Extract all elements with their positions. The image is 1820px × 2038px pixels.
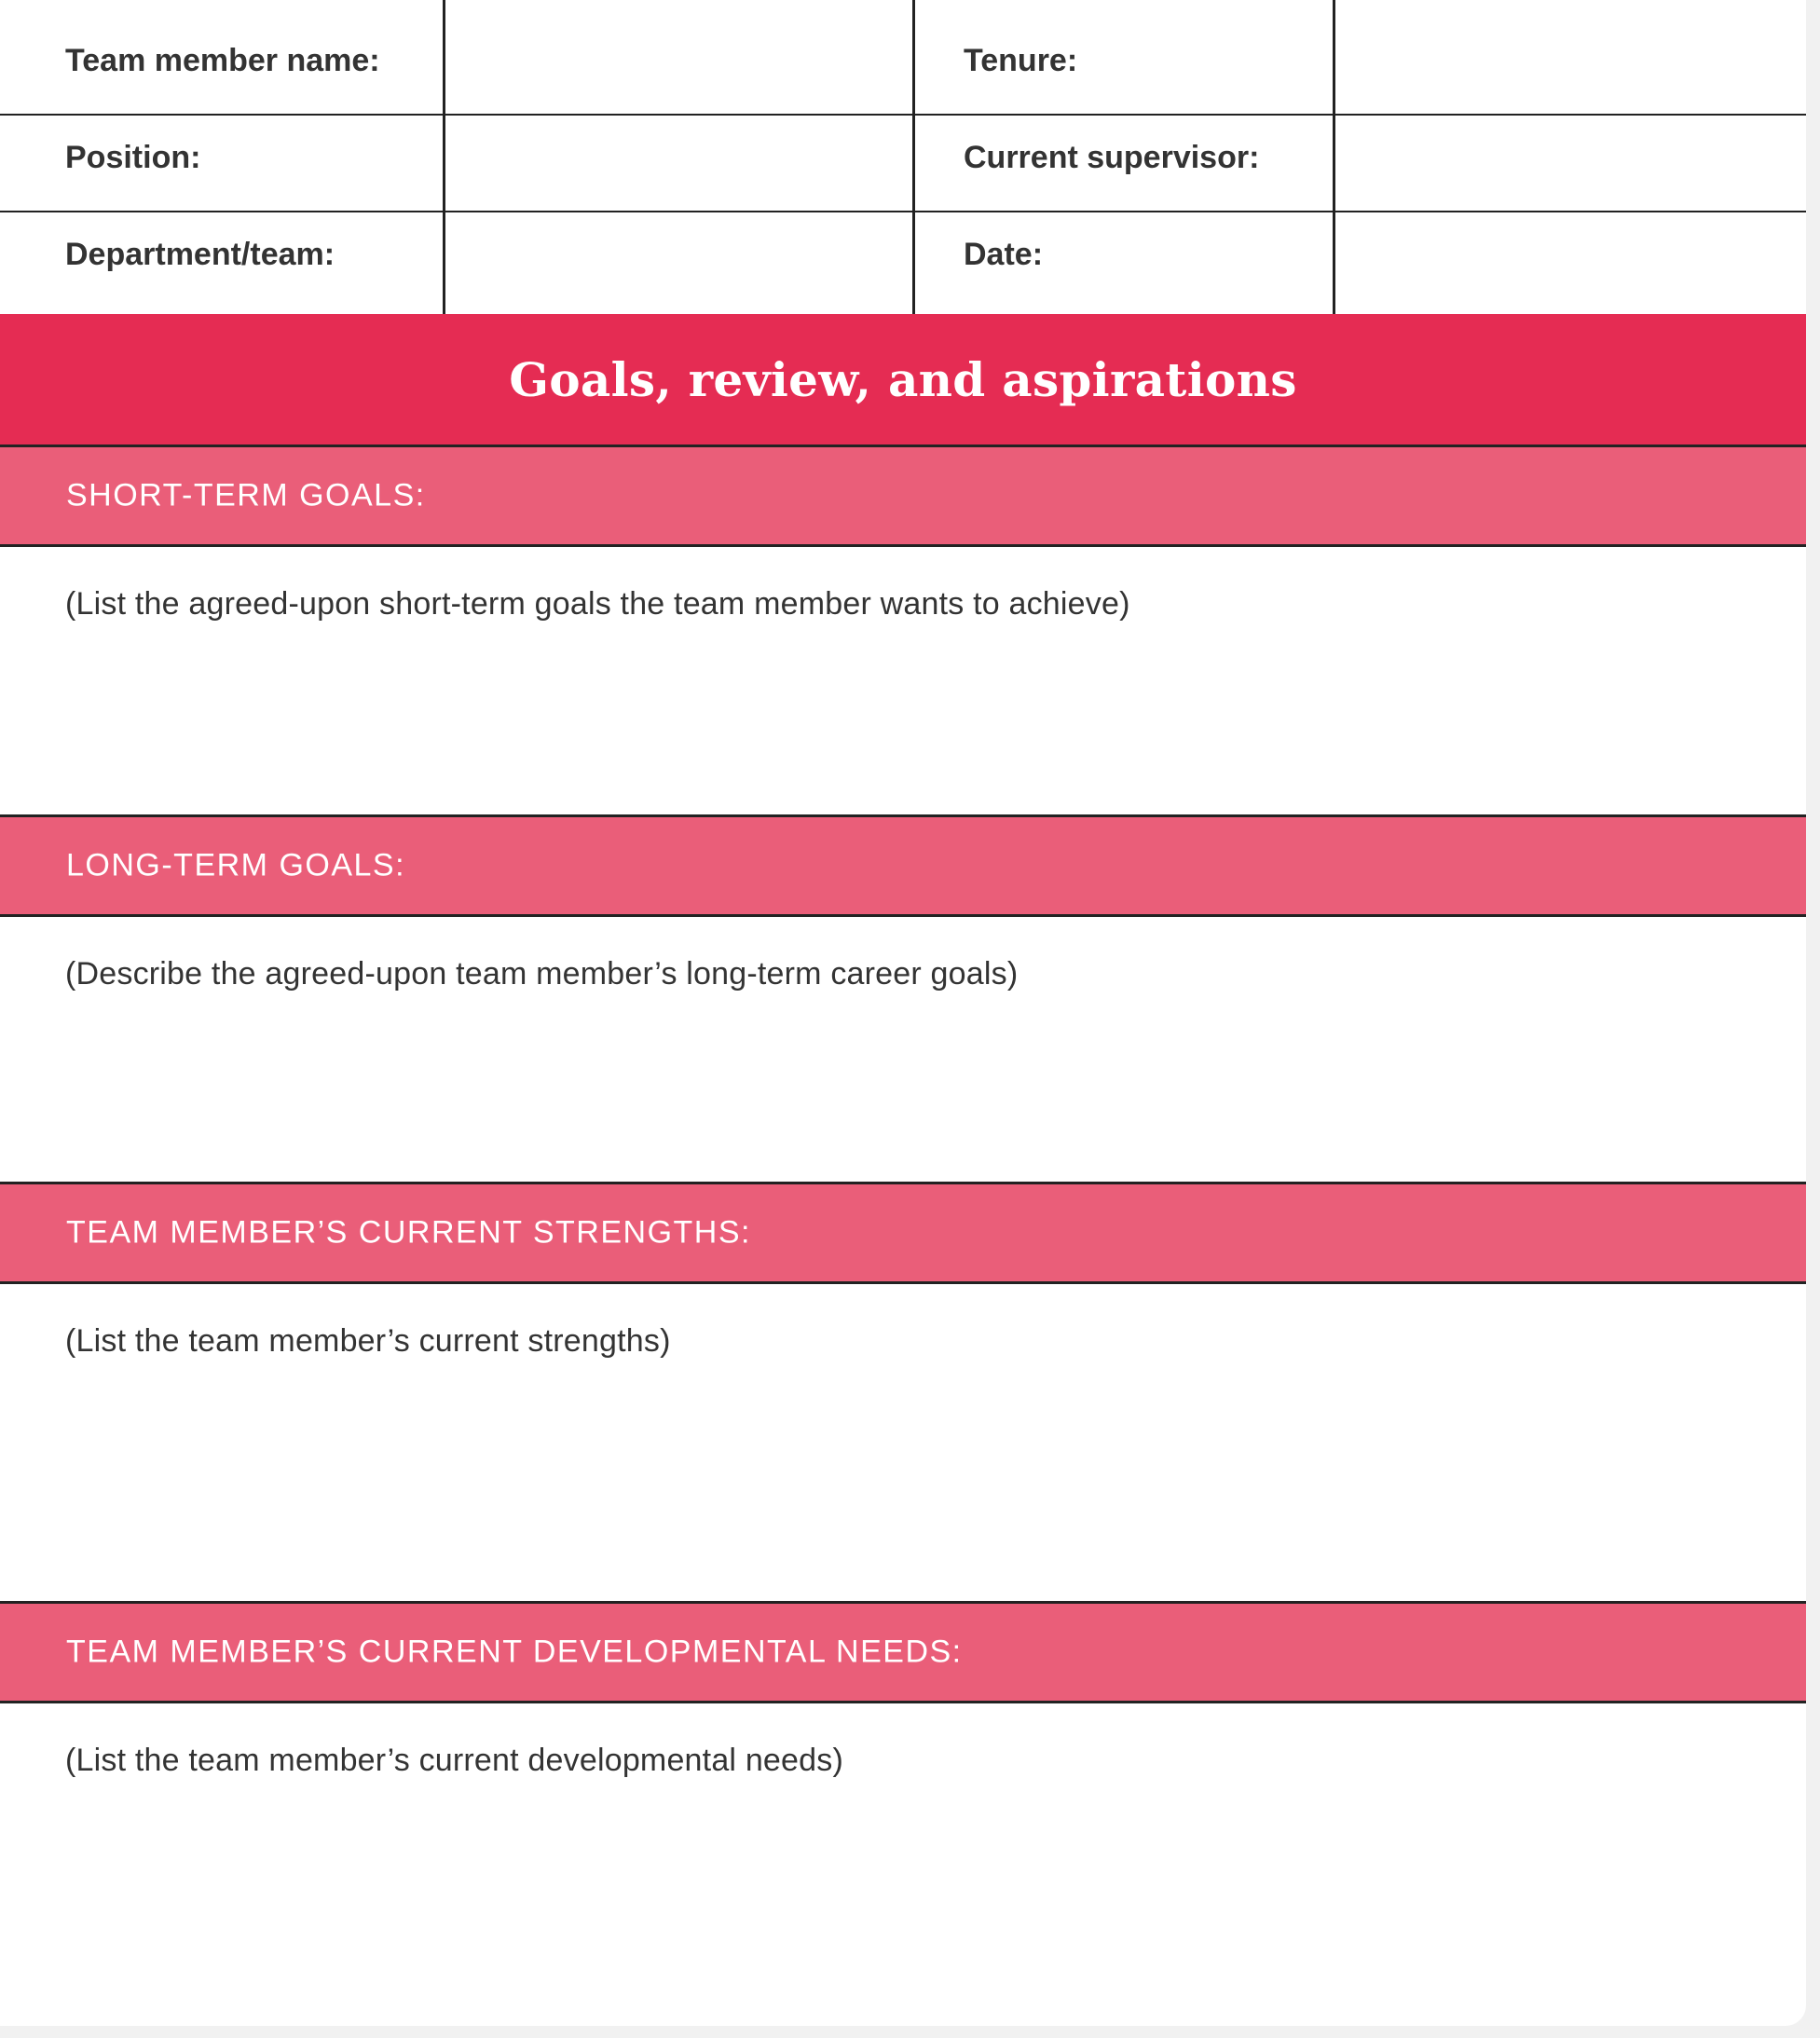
position-field[interactable] [445,115,913,212]
section-prompt: (List the team member’s current developmental needs) [65,1743,843,1778]
developmental-needs-header [0,1601,1806,1703]
current-supervisor-label: Current supervisor: [964,140,1260,175]
column-divider [1333,0,1335,314]
short-term-goals-header [0,445,1806,547]
current-supervisor-field[interactable] [1336,115,1806,212]
section-header-banner [0,314,1806,445]
column-divider [443,0,445,314]
info-row-department [0,212,1806,314]
page-title: Goals, review, and aspirations [509,351,1297,407]
section-title: SHORT-TERM GOALS: [66,477,426,513]
info-row-position [0,115,1806,212]
section-prompt: (List the agreed-upon short-term goals the team member wants to achieve) [65,586,1130,622]
date-field[interactable] [1336,212,1806,314]
position-label: Position: [65,140,201,175]
long-term-goals-header [0,814,1806,917]
tenure-field[interactable] [1336,0,1806,115]
current-strengths-header [0,1182,1806,1284]
long-term-goals-body[interactable] [0,917,1806,1182]
department-team-field[interactable] [445,212,913,314]
tenure-label: Tenure: [964,43,1078,78]
developmental-needs-body[interactable] [0,1703,1806,2026]
section-title: TEAM MEMBER’S CURRENT DEVELOPMENTAL NEEDS: [66,1634,963,1670]
current-strengths-body[interactable] [0,1284,1806,1601]
section-title: LONG-TERM GOALS: [66,847,406,883]
department-team-label: Department/team: [65,237,335,272]
row-divider [0,114,1806,116]
team-member-name-label: Team member name: [65,43,380,78]
section-title: TEAM MEMBER’S CURRENT STRENGTHS: [66,1214,751,1251]
date-label: Date: [964,237,1044,272]
column-divider [912,0,915,314]
team-member-name-field[interactable] [445,0,913,115]
row-divider [0,211,1806,212]
section-prompt: (List the team member’s current strengths) [65,1323,671,1359]
short-term-goals-body[interactable] [0,547,1806,814]
info-row-team-member [0,0,1806,115]
section-prompt: (Describe the agreed-upon team member’s long-term career goals) [65,956,1019,992]
info-table [0,0,1806,314]
